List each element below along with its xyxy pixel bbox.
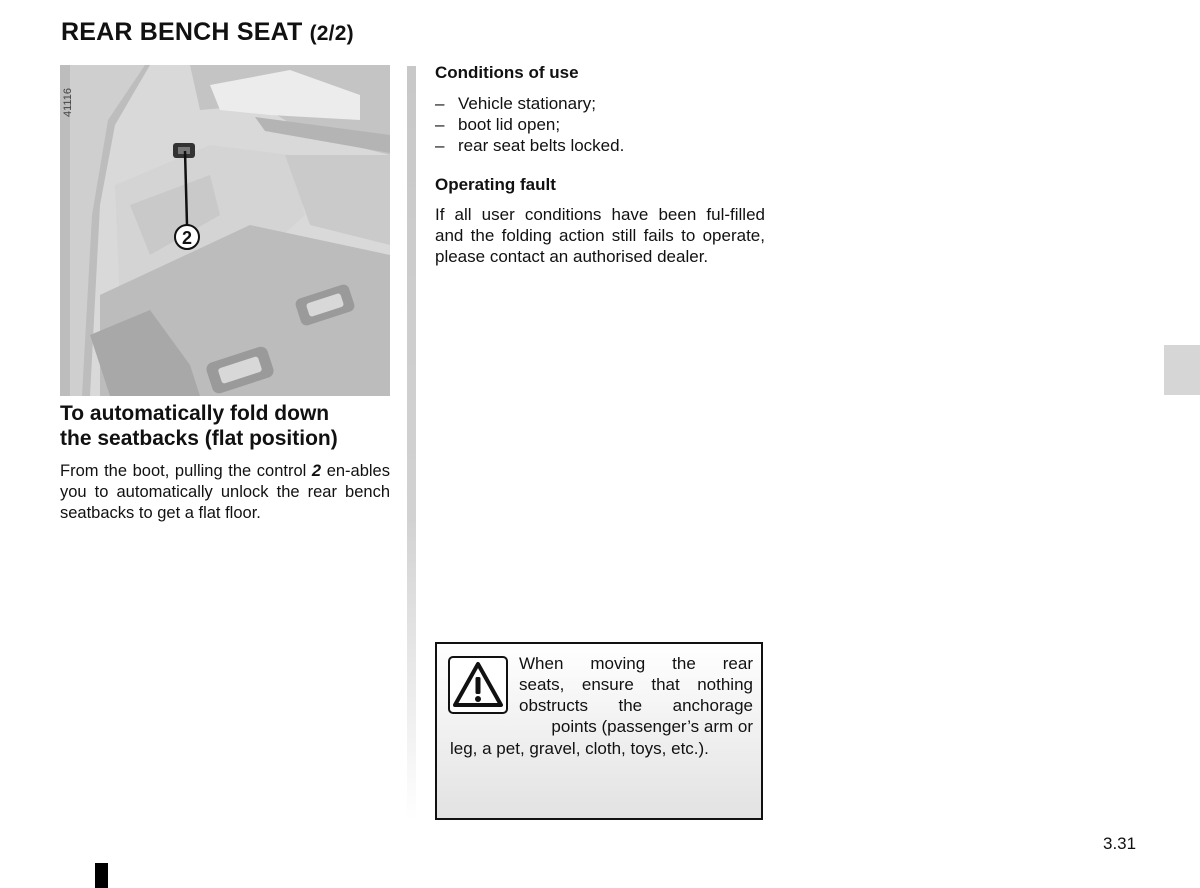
warning-line-1: When moving the rear <box>519 654 753 673</box>
section-heading-line1: To automatically fold down <box>60 402 330 425</box>
warning-line-5: leg, a pet, gravel, cloth, toys, etc.). <box>450 739 709 758</box>
page-title-text: REAR BENCH SEAT <box>61 18 303 46</box>
column-divider <box>407 66 416 821</box>
conditions-list <box>435 93 765 156</box>
corner-mark <box>95 863 108 888</box>
warning-line-2: seats, ensure that nothing <box>519 675 753 694</box>
list-item <box>435 93 765 114</box>
chapter-tab <box>1164 345 1200 395</box>
condition-text: boot lid open; <box>458 115 561 134</box>
warning-triangle-icon <box>448 656 508 714</box>
dash-bullet: – <box>435 115 445 134</box>
control-reference: 2 <box>311 462 322 480</box>
warning-line-3: obstructs the anchorage <box>519 696 753 715</box>
conditions-heading: Conditions of use <box>435 63 579 82</box>
fault-heading: Operating fault <box>435 175 556 194</box>
boot-illustration <box>60 65 390 396</box>
page-title-suffix: (2/2) <box>309 22 354 45</box>
fault-text: If all user conditions have been ful-filled and the folding action still fails to operate, please contact an authorised dealer. <box>435 205 765 266</box>
list-item <box>435 135 765 156</box>
callout-label: 2 <box>181 228 193 248</box>
list-item <box>435 114 765 135</box>
section-heading <box>60 401 400 451</box>
page-number: 3.31 <box>1103 834 1137 853</box>
section-body <box>60 461 390 524</box>
conditions-section <box>435 62 765 156</box>
section-heading-line2: the seatbacks (flat position) <box>60 427 338 450</box>
fault-section <box>435 174 765 267</box>
page-title <box>61 18 354 47</box>
condition-text: Vehicle stationary; <box>458 94 596 113</box>
body-text-part1: From the boot, pulling the control <box>60 462 312 480</box>
warning-line-4: points (passenger’s arm or <box>551 717 753 736</box>
warning-text-top <box>519 653 753 737</box>
condition-text: rear seat belts locked. <box>458 136 625 155</box>
warning-box <box>435 642 763 820</box>
dash-bullet: – <box>435 94 445 113</box>
figure-reference-number: 41116 <box>62 88 74 117</box>
dash-bullet: – <box>435 136 445 155</box>
body-text-part2: en-ables you to automatically unlock the rear bench seatbacks to get a flat floor. <box>60 462 390 522</box>
